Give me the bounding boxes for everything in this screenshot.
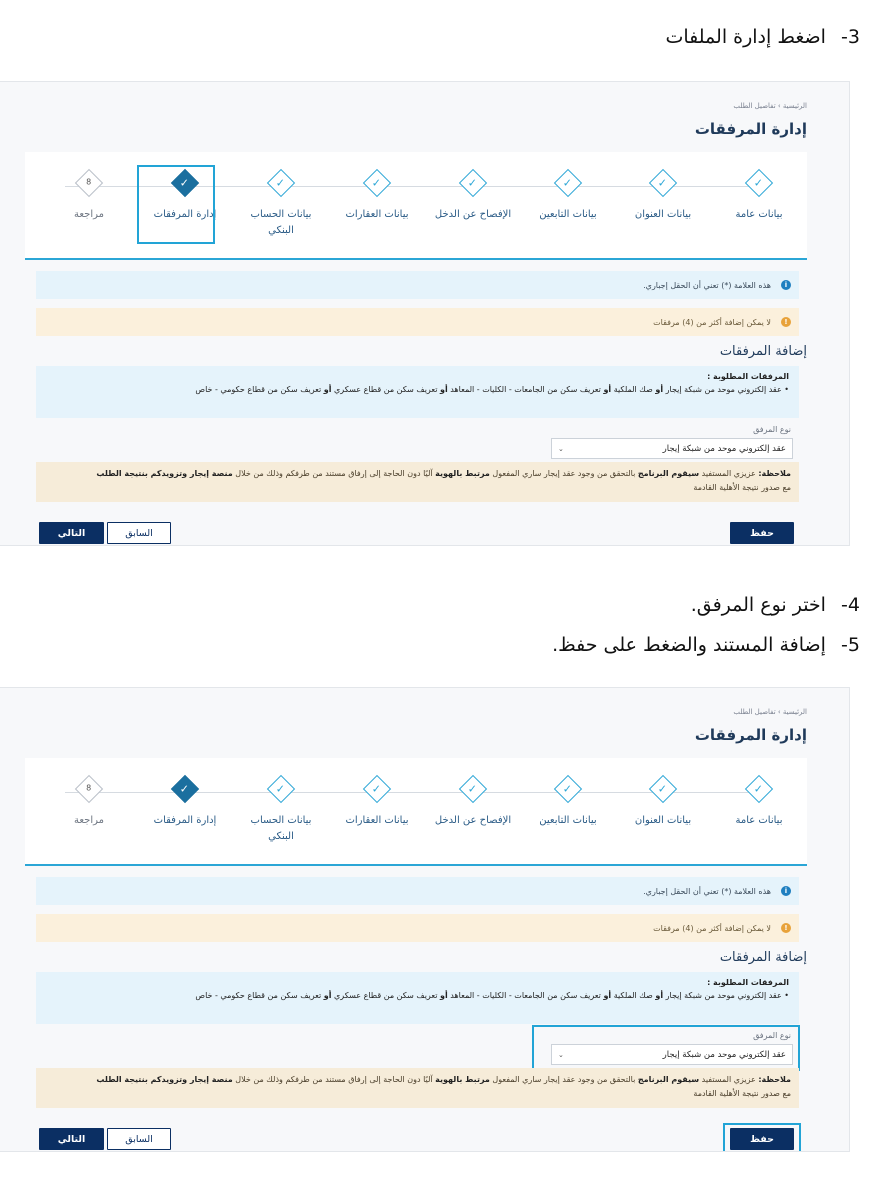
attachment-type-value: عقد إلكتروني موحد من شبكة إيجار bbox=[662, 1049, 786, 1060]
attachment-type-label: نوع المرفق bbox=[753, 1031, 791, 1040]
step-number-icon: 8 bbox=[75, 775, 103, 803]
attachments-heading: إضافة المرفقات bbox=[719, 344, 807, 359]
required-attachments-box bbox=[36, 366, 799, 418]
note-line-1: ملاحظة: عزيزي المستفيد سيقوم البرنامج بالتحقق من وجود عقد إيجار ساري المفعول مرتبط بالهوية آليًا دون الحاجة إلى إرفاق مستند من طرفكم وذلك من خلال منصة إيجار وتزويدكم بنتيجة الطلب bbox=[96, 469, 791, 478]
required-item: • عقد إلكتروني موحد من شبكة إيجار أو صك الملكية أو تعريف سكن من الجامعات - الكليات - المعاهد أو تعريف سكن من قطاع عسكري أو تعريف سكن من قطاع حكومي - خاص bbox=[46, 991, 789, 1000]
breadcrumb[interactable]: الرئيسية › تفاصيل الطلب bbox=[733, 708, 807, 716]
step-dependents-data[interactable]: ✓ بيانات التابعين bbox=[528, 776, 608, 829]
check-icon: ✓ bbox=[649, 775, 677, 803]
check-icon: ✓ bbox=[745, 775, 773, 803]
attachments-heading: إضافة المرفقات bbox=[719, 950, 807, 965]
next-button[interactable]: التالي bbox=[39, 522, 104, 544]
progress-stepper bbox=[25, 758, 807, 866]
step-income-disclosure[interactable]: ✓ الإفصاح عن الدخل bbox=[433, 170, 513, 223]
warning-icon: ! bbox=[781, 923, 791, 933]
info-icon: i bbox=[781, 280, 791, 290]
save-button[interactable]: حفظ bbox=[730, 1128, 794, 1150]
attachment-type-value: عقد إلكتروني موحد من شبكة إيجار bbox=[662, 443, 786, 454]
step-real-estate-data[interactable]: ✓ بيانات العقارات bbox=[337, 776, 417, 829]
eligibility-note bbox=[36, 462, 799, 502]
required-heading: المرفقات المطلوبة : bbox=[707, 372, 789, 381]
warning-icon: ! bbox=[781, 317, 791, 327]
check-icon: ✓ bbox=[459, 169, 487, 197]
info-icon: i bbox=[781, 886, 791, 896]
warning-notice: ! لا يمكن إضافة أكثر من (4) مرفقات bbox=[36, 914, 799, 942]
required-attachments-box bbox=[36, 972, 799, 1024]
screenshot-2 bbox=[0, 687, 850, 1152]
check-icon: ✓ bbox=[459, 775, 487, 803]
attachment-type-select[interactable] bbox=[551, 1044, 793, 1065]
check-icon: ✓ bbox=[267, 169, 295, 197]
chevron-down-icon: ⌄ bbox=[558, 1050, 564, 1059]
instruction-step-5 bbox=[552, 634, 860, 656]
step-number: 4- bbox=[841, 594, 860, 616]
check-icon: ✓ bbox=[649, 169, 677, 197]
page-title: إدارة المرفقات bbox=[694, 726, 807, 744]
eligibility-note bbox=[36, 1068, 799, 1108]
required-heading: المرفقات المطلوبة : bbox=[707, 978, 789, 987]
attachment-type-label: نوع المرفق bbox=[753, 425, 791, 434]
step-number: 5- bbox=[841, 634, 860, 656]
breadcrumb[interactable]: الرئيسية › تفاصيل الطلب bbox=[733, 102, 807, 110]
info-notice: i هذه العلامة (*) تعني أن الحقل إجباري. bbox=[36, 877, 799, 905]
check-icon: ✓ bbox=[171, 775, 199, 803]
step-text: إضافة المستند والضغط على حفظ. bbox=[552, 634, 826, 656]
step-bank-account-data[interactable]: ✓ بيانات الحساب البنكي bbox=[241, 776, 321, 845]
warning-notice: ! لا يمكن إضافة أكثر من (4) مرفقات bbox=[36, 308, 799, 336]
step-address-data[interactable]: ✓ بيانات العنوان bbox=[623, 170, 703, 223]
check-icon: ✓ bbox=[554, 169, 582, 197]
step-review[interactable]: 8 مراجعة bbox=[49, 776, 129, 829]
step-number: 3- bbox=[841, 26, 860, 48]
info-notice: i هذه العلامة (*) تعني أن الحقل إجباري. bbox=[36, 271, 799, 299]
step-review[interactable]: 8 مراجعة bbox=[49, 170, 129, 223]
step-text: اضغط إدارة الملفات bbox=[665, 26, 826, 48]
progress-stepper bbox=[25, 152, 807, 260]
check-icon: ✓ bbox=[363, 775, 391, 803]
next-button[interactable]: التالي bbox=[39, 1128, 104, 1150]
page-title: إدارة المرفقات bbox=[694, 120, 807, 138]
note-line-1: ملاحظة: عزيزي المستفيد سيقوم البرنامج بالتحقق من وجود عقد إيجار ساري المفعول مرتبط بالهوية آليًا دون الحاجة إلى إرفاق مستند من طرفكم وذلك من خلال منصة إيجار وتزويدكم بنتيجة الطلب bbox=[96, 1075, 791, 1084]
step-attachments-management[interactable]: ✓ إدارة المرفقات bbox=[145, 776, 225, 829]
step-attachments-management[interactable]: ✓ إدارة المرفقات bbox=[145, 170, 225, 223]
step-address-data[interactable]: ✓ بيانات العنوان bbox=[623, 776, 703, 829]
step-real-estate-data[interactable]: ✓ بيانات العقارات bbox=[337, 170, 417, 223]
step-general-data[interactable]: ✓ بيانات عامة bbox=[719, 170, 799, 223]
save-button[interactable]: حفظ bbox=[730, 522, 794, 544]
step-dependents-data[interactable]: ✓ بيانات التابعين bbox=[528, 170, 608, 223]
note-line-2: مع صدور نتيجة الأهلية القادمة bbox=[693, 483, 791, 493]
check-icon: ✓ bbox=[171, 169, 199, 197]
check-icon: ✓ bbox=[267, 775, 295, 803]
note-line-2: مع صدور نتيجة الأهلية القادمة bbox=[693, 1089, 791, 1099]
chevron-down-icon: ⌄ bbox=[558, 444, 564, 453]
attachment-type-select[interactable] bbox=[551, 438, 793, 459]
check-icon: ✓ bbox=[745, 169, 773, 197]
screenshot-1 bbox=[0, 81, 850, 546]
step-general-data[interactable]: ✓ بيانات عامة bbox=[719, 776, 799, 829]
required-item: • عقد إلكتروني موحد من شبكة إيجار أو صك الملكية أو تعريف سكن من الجامعات - الكليات - المعاهد أو تعريف سكن من قطاع عسكري أو تعريف سكن من قطاع حكومي - خاص bbox=[46, 385, 789, 394]
step-text: اختر نوع المرفق. bbox=[690, 594, 826, 616]
step-income-disclosure[interactable]: ✓ الإفصاح عن الدخل bbox=[433, 776, 513, 829]
step-number-icon: 8 bbox=[75, 169, 103, 197]
check-icon: ✓ bbox=[363, 169, 391, 197]
instruction-step-3 bbox=[665, 26, 860, 48]
previous-button[interactable]: السابق bbox=[107, 1128, 171, 1150]
instruction-step-4 bbox=[691, 594, 860, 616]
step-bank-account-data[interactable]: ✓ بيانات الحساب البنكي bbox=[241, 170, 321, 239]
check-icon: ✓ bbox=[554, 775, 582, 803]
previous-button[interactable]: السابق bbox=[107, 522, 171, 544]
